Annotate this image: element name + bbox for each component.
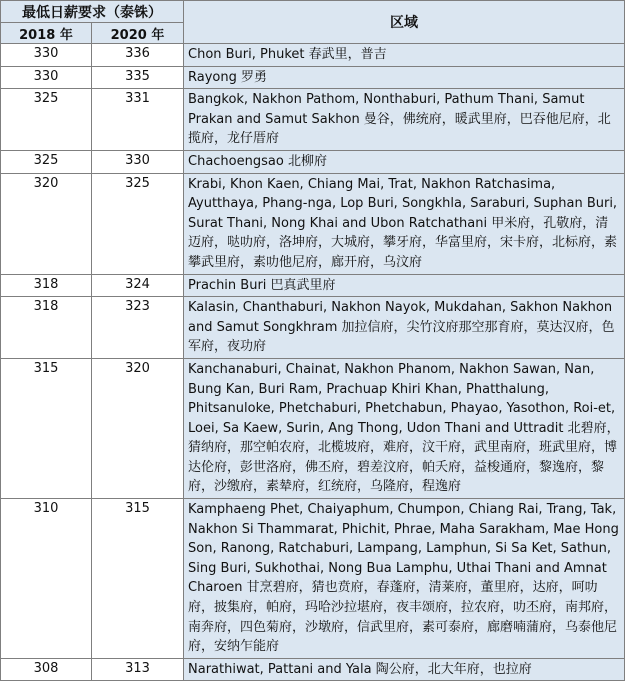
table-row	[1, 499, 625, 659]
region-cell: Kalasin, Chanthaburi, Nakhon Nayok, Mukdahan, Sakhon Nakhon and Samut Songkhram 加拉信府，尖竹汶府那空那育府，莫达汉府，色军府，夜功府	[184, 297, 625, 359]
region-cell: Chon Buri, Phuket 春武里，普吉	[184, 44, 625, 67]
wage-2018-cell: 325	[1, 150, 92, 173]
year-2018-header: 2018 年	[1, 23, 92, 44]
wage-2020-cell: 320	[92, 358, 184, 498]
wage-2020-cell: 324	[92, 274, 184, 297]
wage-2020-cell: 336	[92, 44, 184, 67]
wage-2020-cell: 323	[92, 297, 184, 359]
region-header: 区域	[184, 1, 625, 44]
header-row	[1, 1, 625, 23]
wage-2018-cell: 318	[1, 274, 92, 297]
table-row	[1, 274, 625, 297]
wage-header: 最低日薪要求（泰铢）	[1, 1, 184, 23]
wage-2018-cell: 320	[1, 173, 92, 274]
wage-2018-cell: 315	[1, 358, 92, 498]
wage-2018-cell: 318	[1, 297, 92, 359]
wage-2018-cell: 325	[1, 89, 92, 151]
region-cell: Narathiwat, Pattani and Yala 陶公府，北大年府，也拉府	[184, 658, 625, 681]
region-cell: Bangkok, Nakhon Pathom, Nonthaburi, Pathum Thani, Samut Prakan and Samut Sakhon 曼谷，佛统府，暖武里府，巴吞他尼府，北揽府，龙仔厝府	[184, 89, 625, 151]
wage-2020-cell: 315	[92, 499, 184, 659]
table-row	[1, 44, 625, 67]
region-cell: Kanchanaburi, Chainat, Nakhon Phanom, Nakhon Sawan, Nan, Bung Kan, Buri Ram, Prachuap Khiri Khan, Phatthalung, Phitsanuloke, Phetchaburi, Phetchabun, Phayao, Yasothon, Roi-et, Loei, Sa Kaew, Surin, Ang Thong, Udon Thani and Uttradit 北碧府，猜纳府，那空帕农府，北榄坡府，难府，汶干府，武里南府，班武里府，博达伦府，彭世洛府，佛丕府，碧差汶府，帕夭府，益梭通府，黎逸府，黎府，沙缴府，素辇府，红统府，乌隆府，程逸府	[184, 358, 625, 498]
table-row	[1, 89, 625, 151]
table-row	[1, 658, 625, 681]
wage-2020-cell: 325	[92, 173, 184, 274]
wage-2018-cell: 330	[1, 66, 92, 89]
wage-2018-cell: 308	[1, 658, 92, 681]
region-cell: Krabi, Khon Kaen, Chiang Mai, Trat, Nakhon Ratchasima, Ayutthaya, Phang-nga, Lop Buri, Songkhla, Saraburi, Suphan Buri, Surat Thani, Nong Khai and Ubon Ratchathani 甲米府，孔敬府，清迈府，哒叻府，洛坤府，大城府，攀牙府，华富里府，宋卡府，北标府，素攀武里府，素叻他尼府，廊开府，乌汶府	[184, 173, 625, 274]
table-row	[1, 297, 625, 359]
table-row	[1, 150, 625, 173]
wage-2018-cell: 330	[1, 44, 92, 67]
year-2020-header: 2020 年	[92, 23, 184, 44]
table-row	[1, 66, 625, 89]
wage-2018-cell: 310	[1, 499, 92, 659]
wage-2020-cell: 330	[92, 150, 184, 173]
region-cell: Rayong 罗勇	[184, 66, 625, 89]
table-row	[1, 173, 625, 274]
wage-2020-cell: 335	[92, 66, 184, 89]
region-cell: Kamphaeng Phet, Chaiyaphum, Chumpon, Chiang Rai, Trang, Tak, Nakhon Si Thammarat, Phichit, Phrae, Maha Sarakham, Mae Hong Son, Ranong, Ratchaburi, Lampang, Lamphun, Si Sa Ket, Sathun, Sing Buri, Sukhothai, Nong Bua Lamphu, Uthai Thani and Amnat Charoen 甘烹碧府，猜也贲府，春蓬府，清莱府，董里府，达府，呵叻府，披集府，帕府，玛哈沙拉堪府，夜丰颂府，拉农府，叻丕府，南邦府，南奔府，四色菊府，沙墩府，信武里府，素可泰府，廊磨喃蒲府，乌泰他尼府，安纳乍能府	[184, 499, 625, 659]
table-row	[1, 358, 625, 498]
region-cell: Prachin Buri 巴真武里府	[184, 274, 625, 297]
region-cell: Chachoengsao 北柳府	[184, 150, 625, 173]
wage-2020-cell: 313	[92, 658, 184, 681]
wage-2020-cell: 331	[92, 89, 184, 151]
